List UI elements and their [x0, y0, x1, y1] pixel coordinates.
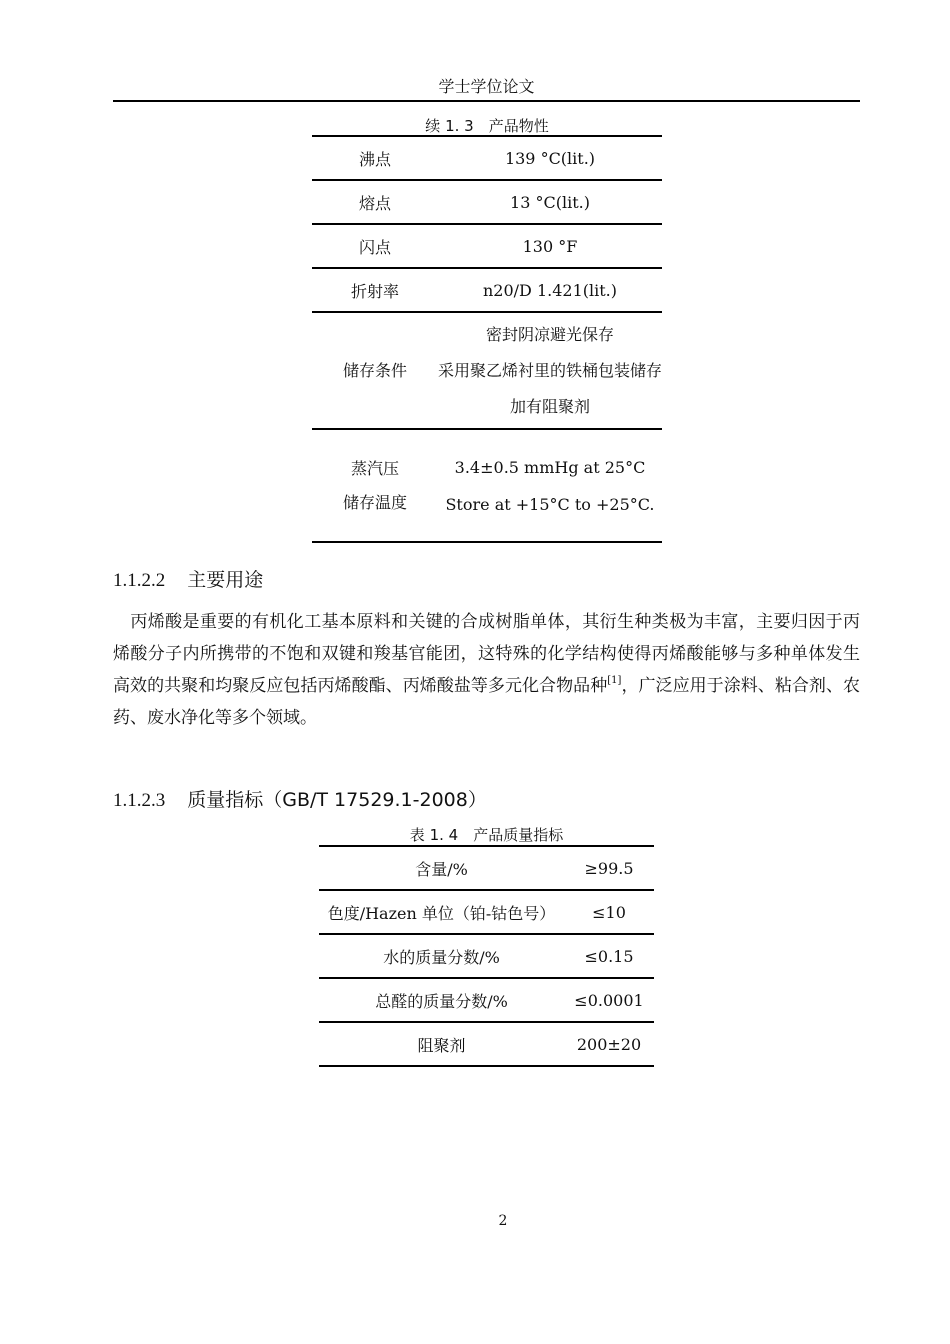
temperature-value: Store at +15°C to +25°C. — [445, 494, 655, 514]
property-name: 熔点 — [312, 180, 438, 224]
table-row — [312, 224, 662, 268]
spec-item: 总醛的质量分数/% — [319, 978, 564, 1022]
spec-value: 200±20 — [564, 1022, 654, 1066]
running-header: 学士学位论文 — [438, 77, 535, 96]
table1-caption: 续 1. 3 产品物性 — [425, 117, 549, 135]
spec-value: ≤0.15 — [564, 934, 654, 978]
spec-value: ≥99.5 — [564, 846, 654, 890]
spec-value: ≤0.0001 — [564, 978, 654, 1022]
usage-paragraph — [113, 606, 860, 734]
table-row — [312, 180, 662, 224]
property-name: 储存条件 — [312, 312, 438, 429]
section-title: 主要用途 — [187, 569, 264, 591]
storage-line: 密封阴凉避光保存 — [485, 324, 614, 344]
table-row — [312, 312, 662, 429]
spec-item: 色度/Hazen 单位（铂-钴色号） — [319, 890, 564, 934]
section-title: 质量指标（GB/T 17529.1-2008） — [187, 789, 487, 811]
property-name: 折射率 — [312, 268, 438, 312]
product-properties-table — [312, 135, 662, 543]
storage-line: 采用聚乙烯衬里的铁桶包装储存 — [438, 360, 663, 380]
table-row — [312, 136, 662, 180]
temperature-key: 储存温度 — [342, 492, 407, 512]
spec-value: ≤10 — [564, 890, 654, 934]
spec-item: 水的质量分数/% — [319, 934, 564, 978]
table-row — [319, 890, 654, 934]
paragraph-text: 丙烯酸是重要的有机化工基本原料和关键的合成树脂单体，其衍生种类极为丰富，主要归因于丙烯酸分子内所携带的不饱和双键和羧基官能团，这特殊的化学结构使得丙烯酸能够与多种单体发生高效的共聚和均聚反应包括丙烯酸酯、丙烯酸盐等多元化合物品种 — [113, 612, 860, 696]
property-name — [312, 429, 438, 542]
citation: [1] — [607, 675, 622, 686]
property-value: 13 °C(lit.) — [438, 180, 662, 224]
table-row — [312, 268, 662, 312]
vapor-key: 蒸汽压 — [350, 458, 399, 478]
property-value — [438, 312, 662, 429]
property-value: 130 °F — [438, 224, 662, 268]
table-row — [319, 1022, 654, 1066]
header-rule — [113, 100, 860, 102]
vapor-value: 3.4±0.5 mmHg at 25°C — [454, 457, 646, 477]
property-name: 沸点 — [312, 136, 438, 180]
spec-item: 阻聚剂 — [319, 1022, 564, 1066]
table-row — [319, 846, 654, 890]
property-name: 闪点 — [312, 224, 438, 268]
table-row — [319, 934, 654, 978]
spec-item: 含量/% — [319, 846, 564, 890]
quality-spec-table — [319, 845, 654, 1067]
property-value: n20/D 1.421(lit.) — [438, 268, 662, 312]
section-heading-usage — [113, 568, 263, 593]
section-heading-quality — [113, 788, 487, 813]
storage-line: 加有阻聚剂 — [509, 396, 590, 416]
property-value — [438, 429, 662, 542]
table-row — [312, 429, 662, 542]
table2-caption: 表 1. 4 产品质量指标 — [409, 826, 564, 844]
paragraph-text: ，广泛应用于涂料、粘合剂、农药、废水净化等多个领域。 — [113, 676, 861, 728]
section-number: 1.1.2.3 — [113, 790, 166, 811]
property-value: 139 °C(lit.) — [438, 136, 662, 180]
section-number: 1.1.2.2 — [113, 570, 166, 591]
table-row — [319, 978, 654, 1022]
page-number: 2 — [498, 1213, 508, 1229]
